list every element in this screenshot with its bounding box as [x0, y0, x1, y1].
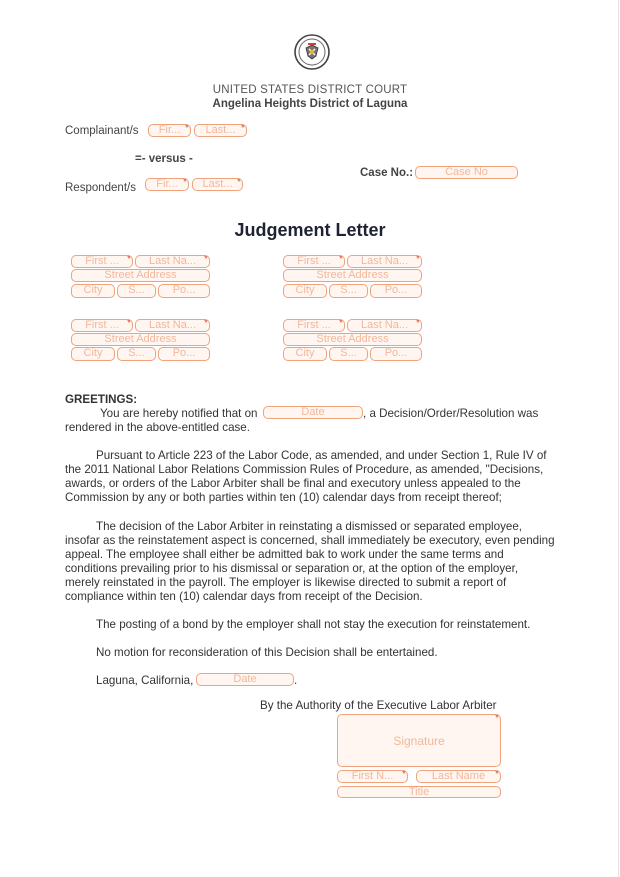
signer-first-name-field[interactable]: First N... * [337, 770, 408, 783]
address-last-name-field[interactable]: Last Na... * [135, 319, 210, 332]
signer-title-field[interactable]: Title [337, 786, 501, 798]
state-field[interactable]: S... [329, 284, 368, 298]
paragraph-reinstatement: The decision of the Labor Arbiter in reinstating a dismissed or separated employee, insofar as the reinstatement aspect is concerned, shall immediately be executory, even pending appeal. The employee shall either be admitted bak to work under the same terms and conditions prevailing prior to his dismissal or separation or, at the option of the employer, merely reinstated in the payroll. The employer is likewise directed to submit a report of compliance within ten (10) calendar days from receipt of the Decision. [65, 520, 555, 603]
address-last-name-field[interactable]: Last Na... * [347, 255, 422, 268]
state-field[interactable]: S... [117, 347, 156, 361]
state-field[interactable]: S... [117, 284, 156, 298]
city-field[interactable]: City [71, 284, 115, 298]
street-address-field[interactable]: Street Address [71, 269, 210, 282]
complainant-first-name-field[interactable]: Fir... * [148, 124, 191, 137]
postal-code-field[interactable]: Po... [158, 347, 210, 361]
court-name: UNITED STATES DISTRICT COURT [212, 84, 408, 96]
paragraph-bond: The posting of a bond by the employer shall not stay the execution for reinstatement. [96, 618, 531, 631]
address-last-name-field[interactable]: Last Na... * [347, 319, 422, 332]
respondent-label: Respondent/s [65, 182, 136, 194]
street-address-field[interactable]: Street Address [283, 269, 422, 282]
place-period: . [294, 674, 298, 687]
complainant-label: Complainant/s [65, 125, 139, 137]
respondent-first-name-field[interactable]: Fir... * [145, 178, 189, 191]
notice-text-start: You are hereby notified that on [100, 407, 258, 420]
city-field[interactable]: City [283, 284, 327, 298]
state-field[interactable]: S... [329, 347, 368, 361]
letter-title: Judgement Letter [234, 220, 386, 240]
city-field[interactable]: City [283, 347, 327, 361]
address-first-name-field[interactable]: First ... * [71, 255, 133, 268]
city-field[interactable]: City [71, 347, 115, 361]
notice-text-line2: rendered in the above-entitled case. [65, 421, 250, 434]
paragraph-labor-code: Pursuant to Article 223 of the Labor Code, as amended, and under Section 1, Rule IV of the 2011 National Labor Relations Commission Rules of Procedure, as amended, "Decisions, awards, or orders of the Labor Arbiter shall be final and executory unless appealed to the Commission by any or both parties within ten (10) calendar days from receipt thereof; [65, 449, 547, 504]
address-first-name-field[interactable]: First ... * [71, 319, 133, 332]
street-address-field[interactable]: Street Address [71, 333, 210, 346]
authority-text: By the Authority of the Executive Labor Arbiter [260, 699, 497, 712]
postal-code-field[interactable]: Po... [370, 347, 422, 361]
signature-field[interactable]: Signature * [337, 714, 501, 767]
postal-code-field[interactable]: Po... [370, 284, 422, 298]
signer-last-name-field[interactable]: Last Name * [416, 770, 501, 783]
greetings-heading: GREETINGS: [65, 393, 138, 406]
notice-date-field[interactable]: Date [263, 406, 363, 419]
postal-code-field[interactable]: Po... [158, 284, 210, 298]
complainant-last-name-field[interactable]: Last... * [194, 124, 247, 137]
court-seal-icon [294, 34, 330, 70]
signing-date-field[interactable]: Date [196, 673, 294, 686]
place-text: Laguna, California, [96, 674, 194, 687]
address-first-name-field[interactable]: First ... * [283, 255, 345, 268]
district-name: Angelina Heights District of Laguna [212, 98, 408, 110]
case-number-field[interactable]: Case No [415, 166, 518, 179]
paragraph-no-motion: No motion for reconsideration of this Decision shall be entertained. [96, 646, 438, 659]
case-number-label: Case No.: [360, 167, 414, 179]
address-first-name-field[interactable]: First ... * [283, 319, 345, 332]
street-address-field[interactable]: Street Address [283, 333, 422, 346]
notice-text-end: , a Decision/Order/Resolution was [363, 407, 539, 420]
address-last-name-field[interactable]: Last Na... * [135, 255, 210, 268]
respondent-last-name-field[interactable]: Last... * [192, 178, 243, 191]
versus-label: =- versus - [135, 153, 193, 165]
